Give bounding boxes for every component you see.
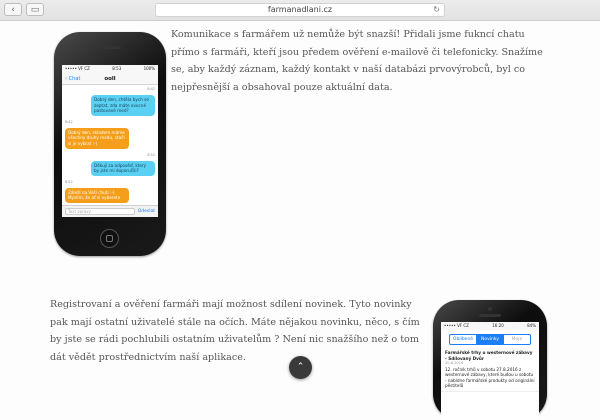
scroll-to-top-button[interactable]: [289, 356, 312, 379]
tab-oblibene: Oblíbené: [450, 335, 477, 344]
speaker-grille: [99, 46, 121, 49]
message-time: 8:42: [147, 87, 155, 91]
browser-toolbar: [0, 0, 600, 21]
news-text: 12. ročník trhů v sobotu 27.8.2016 z westernové zábavy, které budou u sobotu - nabídne farmářské produkty od originální pěstitelů: [445, 366, 535, 388]
status-bar: [441, 322, 539, 330]
news-tab-control: [449, 334, 531, 345]
carrier-label: ••••• VF CZ: [444, 323, 469, 328]
message-time: 8:42: [65, 119, 73, 124]
news-feature-description: Registrovaní a ověření farmáři mají možnost sdílení novinek. Tyto novinky pak mají ostatní uživatelé stále na očích. Máte nějakou novinku, něco, s čím by jste se rádi pochlubili ostatním uživatelům ? Není nic snažšího než o tom dát vědět prostřednictvím naší aplikace.: [50, 299, 420, 363]
chat-feature-description: Komunikace s farmářem už nemůže být snazší! Přidali jsme fukncí chatu přímo s farmáři, kteří jsou předem ověření e-mailově či telefonicky. Snažíme se, aby každý záznam, každý kontakt v naší databázi prvovýrobců, byl co nejpřesnější a obsahoval pouze aktuální data.: [171, 29, 543, 93]
news-item: [441, 348, 539, 392]
address-bar[interactable]: [155, 3, 445, 17]
chat-messages: [62, 85, 158, 209]
home-button: [100, 229, 119, 248]
clock-label: 8:53: [112, 66, 122, 71]
chat-header: [62, 73, 158, 85]
sidebar-toggle-button[interactable]: ▭: [26, 3, 44, 16]
message-time: 8:52: [65, 179, 73, 184]
iphone-chat-mockup: [54, 32, 166, 256]
chevron-up-icon: ⌃: [296, 362, 305, 372]
message-bubble-outgoing: Děkuji za odpověď, který by jste mi doporučili?: [91, 161, 155, 176]
tab-novinky: Novinky: [477, 335, 504, 344]
message-bubble-outgoing: Dobrý den, chtěla bych se zeptat, zda máte ovocné pastované med?: [91, 95, 155, 116]
clock-label: 16:20: [492, 323, 504, 328]
send-label: Odeslat: [137, 209, 155, 214]
carrier-label: ••••• VF CZ: [65, 66, 90, 71]
reload-icon[interactable]: ↻: [433, 5, 440, 14]
message-bubble-incoming: Záleží na Vaší chuti :-) Myslím, že ať si vyberete: [65, 188, 129, 203]
message-bubble-incoming: Dobrý den, skladem máme všechny druhy medu, stačí si je vybrat :-): [65, 128, 129, 149]
news-title: Farmářské trhy u westernové zábavy - Sdílovaný Dvůr: [445, 350, 533, 361]
chat-input-bar: [62, 205, 158, 217]
chat-back-link: ‹ Chat: [65, 75, 81, 82]
speaker-grille: [479, 314, 501, 317]
tab-moje: Moje: [511, 337, 523, 342]
camera-dot: [108, 39, 112, 43]
iphone-news-mockup: [433, 300, 547, 420]
battery-label: 100%: [143, 66, 155, 71]
url-text: farmanadlani.cz: [267, 5, 333, 14]
camera-dot: [488, 307, 492, 311]
message-input: Text zprávy: [65, 208, 135, 215]
status-bar: [62, 65, 158, 73]
message-time: 8:52: [147, 152, 155, 157]
battery-label: 84%: [527, 323, 536, 328]
news-date: 20.8.2016: [445, 361, 464, 365]
back-button[interactable]: ‹: [4, 3, 22, 16]
chat-title: ooll: [104, 75, 116, 82]
news-screen: [441, 322, 539, 420]
chat-screen: [62, 65, 158, 217]
